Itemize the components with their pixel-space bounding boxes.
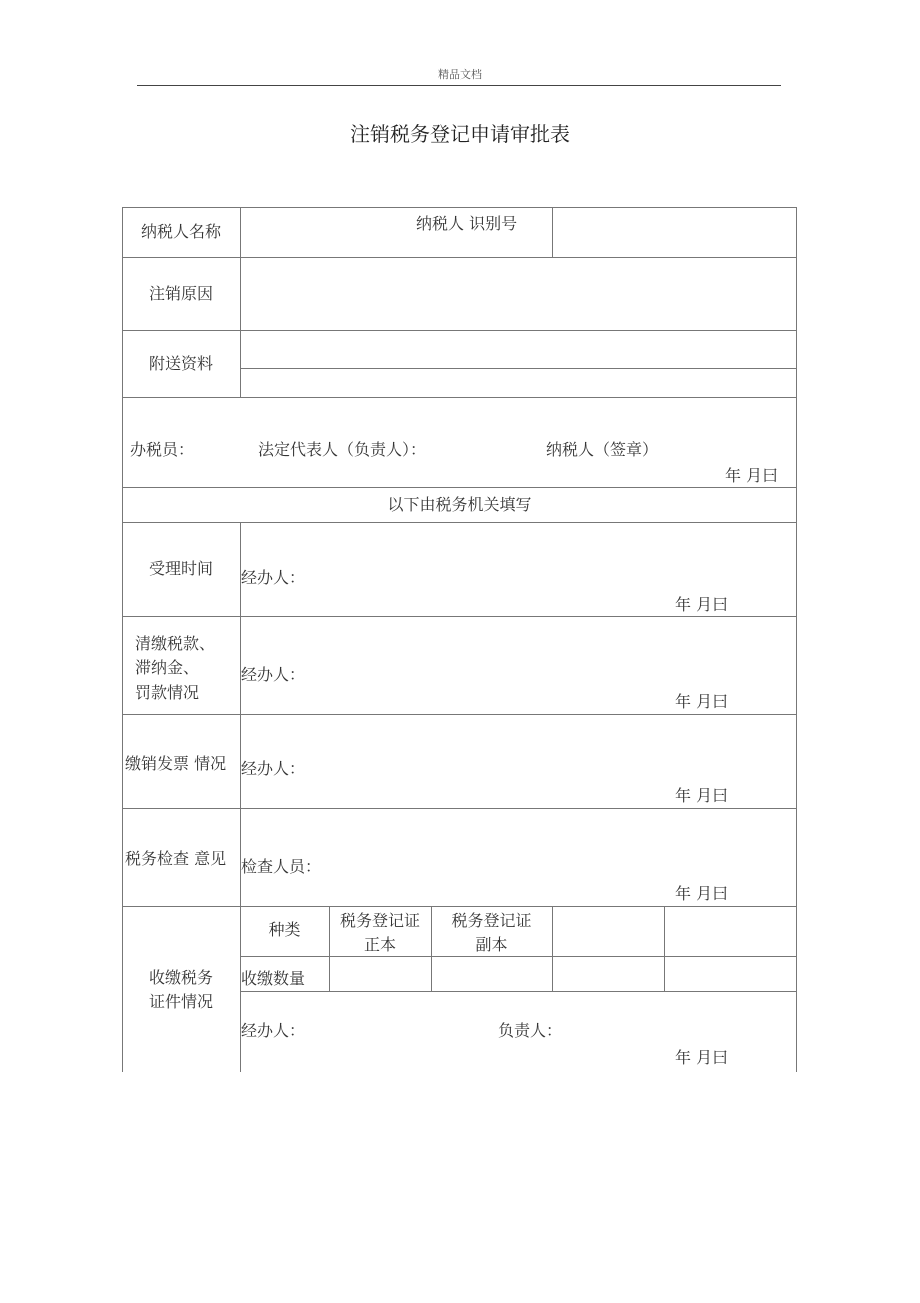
invoice-cancel-date: 年 月曰 (675, 786, 729, 805)
cert-duplicate-label-line: 税务登记证 (451, 911, 532, 930)
signature-date: 年 月曰 (725, 466, 779, 485)
form-top-border (122, 207, 797, 208)
cert-date: 年 月曰 (675, 1048, 729, 1067)
tax-settlement-label-line: 清缴税款、 (135, 634, 216, 653)
tax-authority-header: 以下由税务机关填写 (387, 495, 532, 514)
tax-inspection-date: 年 月曰 (675, 884, 729, 903)
row-divider (122, 257, 797, 258)
attached-docs-divider (240, 368, 797, 369)
form-left-border (122, 207, 123, 1072)
row-divider (122, 808, 797, 809)
cert-grid-divider (240, 956, 797, 957)
row-divider (122, 616, 797, 617)
acceptance-handler-label: 经办人： (241, 568, 306, 587)
tax-settlement-handler-label: 经办人： (241, 665, 306, 684)
row-divider (122, 522, 797, 523)
invoice-cancel-handler-label: 经办人： (241, 759, 306, 778)
cert-grid-col (552, 906, 553, 991)
row-divider (122, 487, 797, 488)
cert-quantity-label: 收缴数量 (241, 969, 306, 988)
taxpayer-id-label: 纳税人 识别号 (416, 214, 518, 233)
document-title: 注销税务登记申请审批表 (350, 122, 570, 146)
acceptance-date: 年 月曰 (675, 595, 729, 614)
cert-original-label-line: 税务登记证 (339, 911, 420, 930)
legal-rep-label: 法定代表人（负责人）： (258, 440, 427, 459)
cert-handler-label: 经办人： (241, 1021, 306, 1040)
page-header: 精品文档 (438, 68, 482, 81)
taxpayer-id-value-divider (552, 207, 553, 257)
row-divider (122, 330, 797, 331)
row-divider (122, 906, 797, 907)
form-right-border (796, 207, 797, 1072)
cancel-reason-label: 注销原因 (148, 284, 213, 303)
header-rule (137, 85, 781, 86)
cert-grid-col (664, 906, 665, 991)
tax-inspection-label: 税务检查 意见 (125, 849, 227, 868)
acceptance-time-label: 受理时间 (148, 559, 213, 578)
tax-settlement-label-line: 罚款情况 (135, 683, 200, 702)
row-divider (122, 397, 797, 398)
inspector-label: 检查人员： (241, 857, 322, 876)
certificates-label-line: 收缴税务 (148, 968, 213, 987)
tax-clerk-label: 办税员： (130, 440, 195, 459)
cert-duplicate-label-line: 副本 (475, 935, 508, 954)
cert-kind-label: 种类 (268, 920, 301, 939)
row-divider (122, 714, 797, 715)
taxpayer-name-label: 纳税人名称 (140, 222, 221, 241)
invoice-cancel-label: 缴销发票 情况 (125, 754, 227, 773)
application-form (122, 207, 797, 1072)
attached-docs-label: 附送资料 (148, 354, 213, 373)
taxpayer-seal-label: 纳税人（签章） (546, 440, 659, 459)
tax-settlement-date: 年 月曰 (675, 692, 729, 711)
tax-settlement-label-line: 滞纳金、 (135, 658, 200, 677)
label-column-divider (240, 207, 241, 397)
cert-supervisor-label: 负责人： (498, 1021, 563, 1040)
cert-grid-divider (240, 991, 797, 992)
cert-original-label-line: 正本 (363, 935, 396, 954)
certificates-label-line: 证件情况 (148, 992, 213, 1011)
